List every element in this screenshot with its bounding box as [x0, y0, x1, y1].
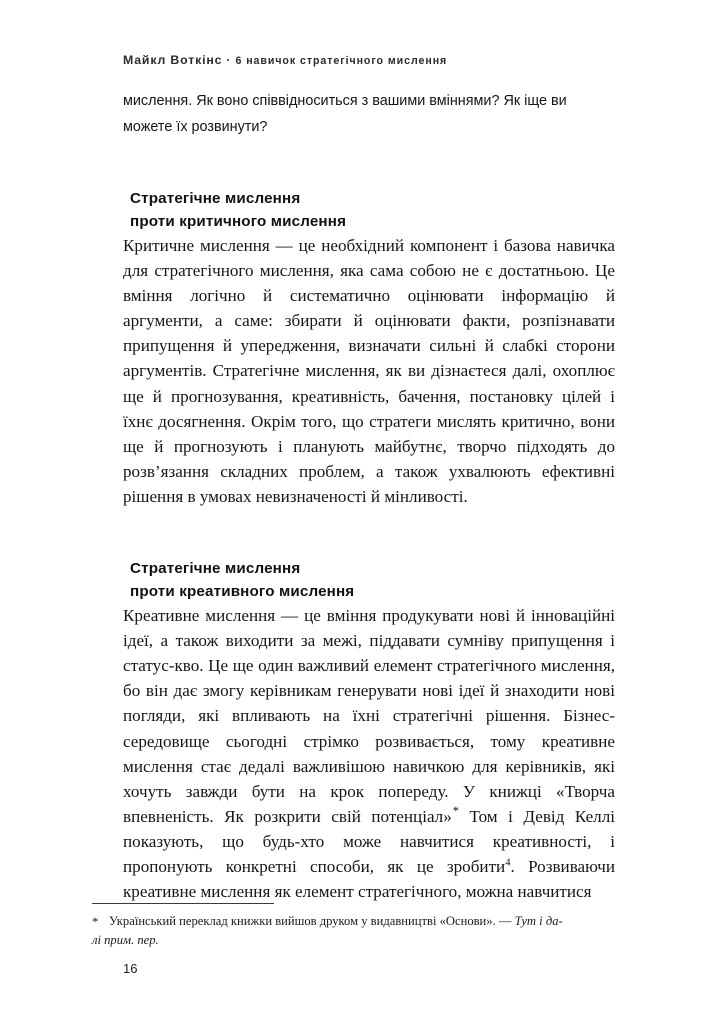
- text-column: [123, 88, 615, 904]
- section-heading-line-2: проти критичного мислення: [130, 213, 347, 230]
- running-head-author: Майкл Воткінс: [123, 53, 223, 67]
- section-critical-thinking: [130, 187, 615, 233]
- intro-paragraph: мислення. Як воно співвідноситься з вашими вміннями? Як іще ви можете їх розвинути?: [123, 93, 567, 135]
- running-head: [123, 53, 593, 67]
- footnote-block: [92, 912, 612, 949]
- section-heading-line-1: Стратегічне мислення: [130, 560, 301, 578]
- footnote-text-roman: Український переклад книжки вийшов друком у видавництві «Основи». —: [109, 914, 515, 928]
- page-number: 16: [123, 961, 138, 976]
- section-heading-critical: [130, 187, 615, 233]
- footnote-text-italic-2: лі прим. пер.: [92, 932, 159, 947]
- footnote-marker: *: [92, 915, 99, 929]
- section-creative-thinking: [130, 557, 615, 603]
- footnote-number-marker: 4: [505, 857, 511, 869]
- footnote-text: [109, 912, 612, 931]
- section-heading-line-1: Стратегічне мислення: [130, 190, 301, 207]
- running-head-separator-glyph: ·: [226, 53, 232, 67]
- body-paragraph-critical: Критичне мислення — це необхідний компонент і базова навичка для стратегічного мислення, яка сама собою не є достатньою. Це вміння логічно й систематично оцінювати інформацію й аргументи, а саме: збирати й оцінювати факти, розпізнавати припущення й упередження, визначати сильні й слабкі сторони аргументів. Стратегічне мислення, як ви дізнаєтеся далі, охоплює ще й прогнозування, креативність, бачення, постановку цілей і їхнє досягнення. Окрім того, що стратеги мислять критично, вони ще й прогнозують і планують майбутнє, творчо підходять до розв’язання складних проблем, а також ухвалюють ефективні рішення в умовах невизначеності й мінливості.: [123, 236, 615, 506]
- footnote-text-italic-1: Тут і да-: [514, 914, 563, 928]
- body-text-part-2: Том і Девід Келлі показують, що будь-хто може навчитися креативності, і пропонують конкретні способи, як це зробити: [123, 806, 615, 876]
- body-text-part-1: Креативне мислення — це вміння продукувати нові й інноваційні ідеї, а також виходити за межі, піддавати сумніву припущення і статус-кво. Це ще один важливий елемент стратегічного мислення, бо він дає змогу керівникам генерувати нові ідеї й знаходити нові погляди, які впливають на їхні стратегічні рішення. Бізнес-середовище сьогодні стрімко розвивається, тому креативне мислення стає дедалі важливішою навичкою для керівників, які хочуть завжди бути на крок попереду. У книжці «Творча впевненість. Як розкрити свій потенціал»: [123, 606, 615, 826]
- running-head-title: 6 навичок стратегічного мислення: [235, 55, 448, 67]
- body-paragraph-creative: [123, 603, 615, 904]
- section-heading-line-2: проти креативного мислення: [130, 583, 355, 601]
- body-text-part-3: . Розвиваючи креативне мислення як елемент стратегічного, можна навчитися: [123, 856, 615, 902]
- footnote-separator-rule: [92, 903, 274, 904]
- footnote-star-marker: *: [452, 804, 459, 819]
- section-heading-creative: [130, 557, 615, 603]
